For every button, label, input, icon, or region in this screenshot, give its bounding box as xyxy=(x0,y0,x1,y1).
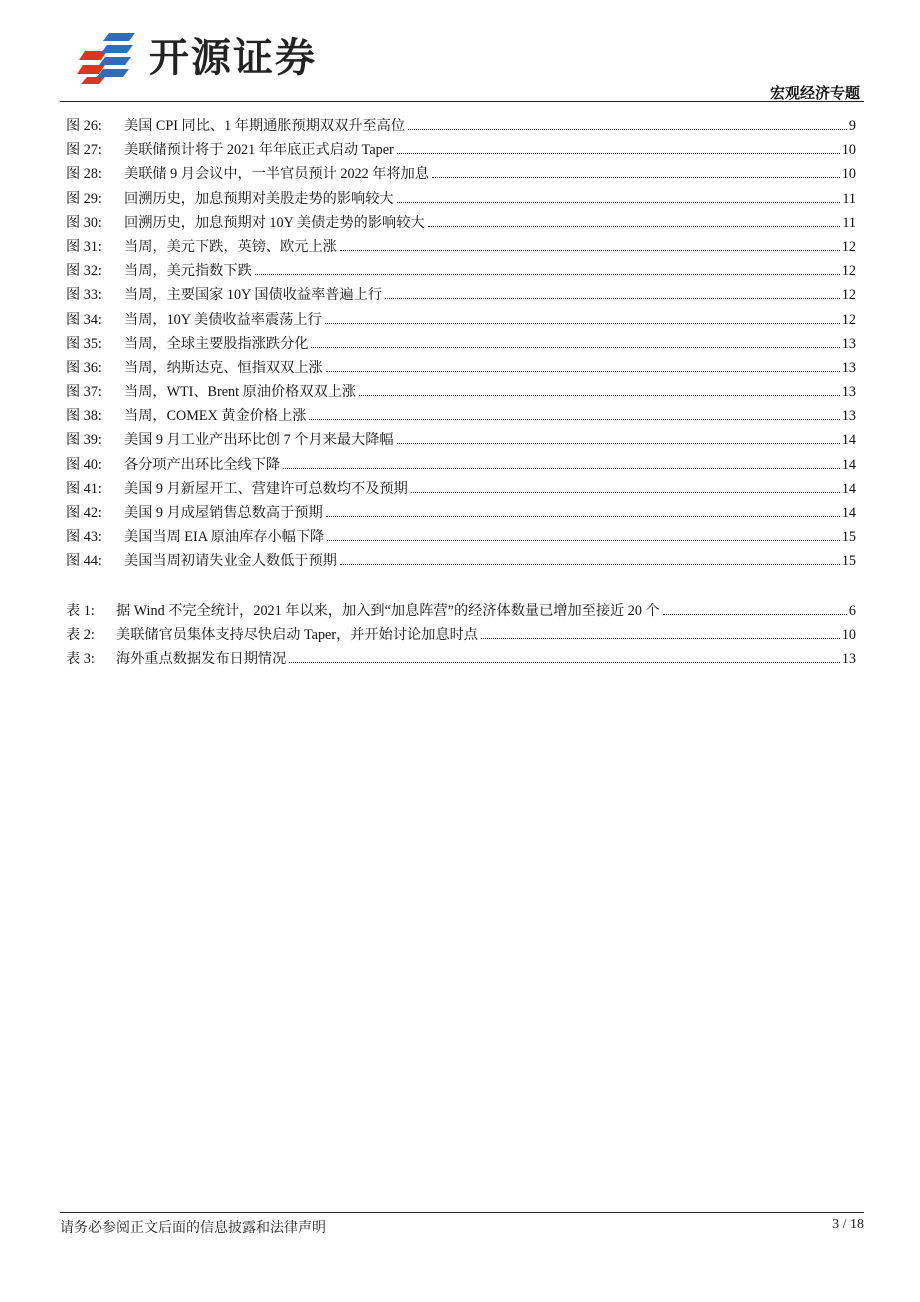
entry-number: 图 35: xyxy=(66,335,102,352)
entry-page: 10 xyxy=(841,166,856,183)
dot-leader xyxy=(481,638,840,639)
entry-title: 当周，美元下跌，英镑、欧元上涨 xyxy=(124,238,337,255)
dot-leader xyxy=(325,323,840,324)
entry-number: 图 37: xyxy=(66,384,102,401)
entry-title: 美国 9 月新屋开工、营建许可总数均不及预期 xyxy=(124,480,408,497)
toc-figure-entry[interactable] xyxy=(66,381,856,405)
entry-number: 表 2: xyxy=(66,627,95,644)
dot-leader xyxy=(326,371,840,372)
dot-leader xyxy=(283,468,840,469)
entry-title: 当周，全球主要股指涨跌分化 xyxy=(124,335,309,352)
entry-page: 11 xyxy=(842,214,856,231)
entry-title: 美国 CPI 同比、1 年期通胀预期双双升至高位 xyxy=(124,118,406,134)
toc-figure-entry[interactable] xyxy=(66,502,856,526)
entry-title: 当周，WTI、Brent 原油价格双双上涨 xyxy=(124,384,357,401)
toc-figure-entry[interactable] xyxy=(66,260,856,284)
dot-leader xyxy=(432,177,840,178)
entry-title: 回溯历史，加息预期对 10Y 美债走势的影响较大 xyxy=(124,214,425,231)
entry-number: 图 33: xyxy=(66,287,102,304)
entry-title: 当周，美元指数下跌 xyxy=(124,263,252,280)
entry-title: 美国当周 EIA 原油库存小幅下降 xyxy=(124,529,325,546)
entry-page: 12 xyxy=(841,263,856,280)
entry-title: 美联储 9 月会议中，一半官员预计 2022 年将加息 xyxy=(124,166,430,183)
toc-figure-entry[interactable] xyxy=(66,188,856,212)
toc-table-entry[interactable] xyxy=(66,648,856,672)
toc-figure-entry[interactable] xyxy=(66,526,856,550)
toc-table-entry[interactable] xyxy=(66,624,856,648)
entry-number: 图 44: xyxy=(66,553,102,570)
entry-page: 9 xyxy=(848,118,856,134)
page-footer xyxy=(60,1212,864,1236)
entry-number: 表 1: xyxy=(66,603,95,619)
figure-list xyxy=(66,115,856,575)
entry-page: 12 xyxy=(841,311,856,328)
entry-page: 10 xyxy=(841,627,856,644)
entry-page: 14 xyxy=(841,505,856,521)
entry-title: 美国 9 月工业产出环比创 7 个月来最大降幅 xyxy=(124,432,394,449)
dot-leader xyxy=(311,347,839,348)
dot-leader xyxy=(340,250,840,251)
entry-page: 14 xyxy=(841,456,856,473)
entry-page: 12 xyxy=(841,238,856,255)
toc-figure-entry[interactable] xyxy=(66,429,856,453)
dot-leader xyxy=(397,153,840,154)
dot-leader xyxy=(411,492,840,493)
dot-leader xyxy=(309,419,839,420)
entry-page: 13 xyxy=(841,384,856,401)
page-header xyxy=(60,22,864,102)
entry-page: 11 xyxy=(842,190,856,207)
toc-figure-entry[interactable] xyxy=(66,163,856,187)
dot-leader xyxy=(397,202,841,203)
entry-title: 当周，COMEX 黄金价格上涨 xyxy=(124,408,307,425)
dot-leader xyxy=(326,516,840,517)
entry-title: 当周，纳斯达克、恒指双双上涨 xyxy=(124,359,323,376)
toc-figure-entry[interactable] xyxy=(66,284,856,308)
entry-number: 图 40: xyxy=(66,456,102,473)
toc-figure-entry[interactable] xyxy=(66,212,856,236)
entry-number: 图 36: xyxy=(66,359,102,376)
entry-page: 15 xyxy=(841,553,856,570)
dot-leader xyxy=(397,443,840,444)
entry-number: 图 28: xyxy=(66,166,102,183)
entry-number: 图 30: xyxy=(66,214,102,231)
entry-title: 回溯历史，加息预期对美股走势的影响较大 xyxy=(124,190,394,207)
entry-number: 图 29: xyxy=(66,190,102,207)
entry-page: 12 xyxy=(841,287,856,304)
toc-figure-entry[interactable] xyxy=(66,236,856,260)
toc-figure-entry[interactable] xyxy=(66,454,856,478)
toc-figure-entry[interactable] xyxy=(66,550,856,574)
entry-page: 13 xyxy=(841,335,856,352)
header-divider xyxy=(60,101,864,102)
entry-number: 图 38: xyxy=(66,408,102,425)
brand-logo-icon xyxy=(75,29,137,87)
entry-page: 14 xyxy=(841,432,856,449)
toc-table-entry[interactable] xyxy=(66,600,856,624)
toc-figure-entry[interactable] xyxy=(66,405,856,429)
entry-title: 美国 9 月成屋销售总数高于预期 xyxy=(124,505,323,521)
page-indicator: 3 / 18 xyxy=(832,1217,864,1232)
entry-number: 图 41: xyxy=(66,480,102,497)
entry-number: 图 34: xyxy=(66,311,102,328)
entry-title: 当周，主要国家 10Y 国债收益率普遍上行 xyxy=(124,287,383,304)
entry-title: 美国当周初请失业金人数低于预期 xyxy=(124,553,337,570)
dot-leader xyxy=(340,564,840,565)
entry-number: 图 31: xyxy=(66,238,102,255)
table-list xyxy=(66,600,856,673)
dot-leader xyxy=(385,298,840,299)
entry-title: 美联储预计将于 2021 年年底正式启动 Taper xyxy=(124,142,394,159)
toc-figure-entry[interactable] xyxy=(66,309,856,333)
toc-figure-entry[interactable] xyxy=(66,115,856,139)
brand-name: 开源证券 xyxy=(149,35,317,81)
entry-number: 图 39: xyxy=(66,432,102,449)
dot-leader xyxy=(428,226,841,227)
entry-title: 美联储官员集体支持尽快启动 Taper，并开始讨论加息时点 xyxy=(116,627,478,644)
entry-page: 15 xyxy=(841,529,856,546)
entry-number: 图 26: xyxy=(66,118,102,134)
entry-number: 图 42: xyxy=(66,505,102,521)
entry-page: 14 xyxy=(841,480,856,497)
toc-figure-entry[interactable] xyxy=(66,478,856,502)
dot-leader xyxy=(359,395,840,396)
entry-number: 图 27: xyxy=(66,142,102,159)
entry-page: 10 xyxy=(841,142,856,159)
dot-leader xyxy=(327,540,840,541)
entry-page: 13 xyxy=(841,651,856,668)
disclaimer-text: 请务必参阅正文后面的信息披露和法律声明 xyxy=(60,1220,326,1236)
toc-figure-entry[interactable] xyxy=(66,139,856,163)
footer-divider xyxy=(60,1212,864,1213)
toc-figure-entry[interactable] xyxy=(66,333,856,357)
entry-number: 表 3: xyxy=(66,651,95,668)
toc-figure-entry[interactable] xyxy=(66,357,856,381)
entry-title: 海外重点数据发布日期情况 xyxy=(116,651,287,668)
entry-title: 据 Wind 不完全统计，2021 年以来，加入到“加息阵营”的经济体数量已增加至接近 20 个 xyxy=(116,603,660,619)
dot-leader xyxy=(663,614,847,615)
entry-number: 图 32: xyxy=(66,263,102,280)
entry-number: 图 43: xyxy=(66,529,102,546)
entry-title: 当周，10Y 美债收益率震荡上行 xyxy=(124,311,322,328)
entry-title: 各分项产出环比全线下降 xyxy=(124,456,281,473)
entry-page: 13 xyxy=(841,359,856,376)
dot-leader xyxy=(289,662,840,663)
entry-page: 13 xyxy=(841,408,856,425)
document-type: 宏观经济专题 xyxy=(769,84,860,102)
dot-leader xyxy=(408,129,847,130)
dot-leader xyxy=(255,274,840,275)
entry-page: 6 xyxy=(848,603,856,619)
brand-logo xyxy=(75,28,317,88)
